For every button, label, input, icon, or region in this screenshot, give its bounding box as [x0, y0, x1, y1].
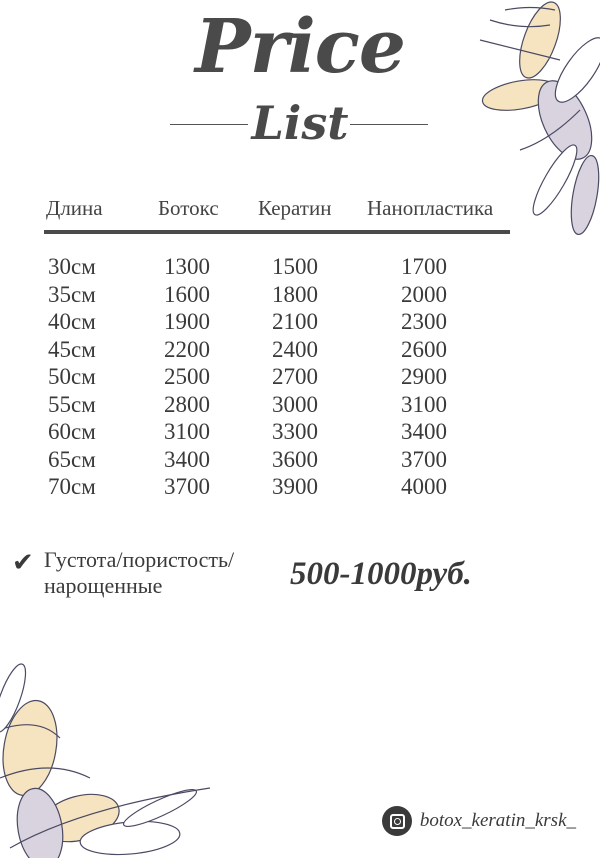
- price-table: [0, 254, 600, 502]
- table-row: [0, 447, 600, 475]
- table-cell: 3400: [401, 419, 447, 444]
- table-cell: 2000: [401, 281, 447, 307]
- table-cell: 2500: [164, 364, 210, 389]
- table-cell: 55см: [48, 391, 96, 417]
- page-subtitle: List: [251, 96, 349, 150]
- table-cell: 70см: [48, 474, 96, 499]
- table-cell: 30см: [48, 254, 96, 279]
- table-row: [0, 282, 600, 310]
- page-title: Price: [195, 4, 405, 90]
- table-cell: 65см: [48, 446, 96, 472]
- header-divider: [44, 230, 510, 234]
- table-row: [0, 309, 600, 337]
- checkmark-icon: ✔: [12, 548, 34, 578]
- column-header-keratin: Кератин: [258, 196, 332, 220]
- table-cell: 3700: [164, 474, 210, 499]
- table-cell: 3300: [272, 419, 318, 444]
- note-line-2: нарощенные: [44, 573, 163, 598]
- table-row: [0, 364, 600, 392]
- extra-service-note: [44, 547, 284, 599]
- table-row: [0, 254, 600, 282]
- column-header-nanoplastic: Нанопластика: [367, 196, 494, 220]
- instagram-link[interactable]: [382, 806, 576, 836]
- instagram-handle: botox_keratin_krsk_: [419, 810, 576, 831]
- table-cell: 45см: [48, 336, 96, 362]
- subtitle-block: [0, 96, 600, 156]
- column-header-botox: Ботокс: [158, 196, 219, 220]
- table-cell: 2300: [401, 309, 447, 334]
- table-cell: 3600: [272, 446, 318, 472]
- table-cell: 3400: [164, 446, 210, 472]
- table-cell: 4000: [401, 474, 447, 499]
- table-cell: 1500: [272, 254, 318, 279]
- table-cell: 35см: [48, 281, 96, 307]
- table-row: [0, 337, 600, 365]
- floral-decoration-bottom: [0, 658, 230, 858]
- table-cell: 2700: [272, 364, 318, 389]
- table-row: [0, 419, 600, 447]
- table-row: [0, 392, 600, 420]
- table-cell: 1300: [164, 254, 210, 279]
- table-cell: 3700: [401, 446, 447, 472]
- table-cell: 1900: [164, 309, 210, 334]
- table-cell: 3100: [401, 391, 447, 417]
- table-cell: 3900: [272, 474, 318, 499]
- instagram-icon: [382, 806, 412, 836]
- table-cell: 3000: [272, 391, 318, 417]
- table-cell: 50см: [48, 364, 96, 389]
- table-cell: 60см: [48, 419, 96, 444]
- table-cell: 1700: [401, 254, 447, 279]
- subtitle-rule-right: [350, 124, 428, 125]
- table-cell: 40см: [48, 309, 96, 334]
- column-header-length: Длина: [46, 196, 103, 220]
- table-cell: 2600: [401, 336, 447, 362]
- table-cell: 3100: [164, 419, 210, 444]
- table-cell: 2400: [272, 336, 318, 362]
- table-cell: 2100: [272, 309, 318, 334]
- table-cell: 2200: [164, 336, 210, 362]
- table-cell: 1600: [164, 281, 210, 307]
- table-cell: 2900: [401, 364, 447, 389]
- note-line-1: Густота/пористость/: [44, 547, 235, 572]
- table-row: [0, 474, 600, 502]
- table-cell: 2800: [164, 391, 210, 417]
- extra-service-price: 500-1000руб.: [290, 556, 472, 592]
- table-cell: 1800: [272, 281, 318, 307]
